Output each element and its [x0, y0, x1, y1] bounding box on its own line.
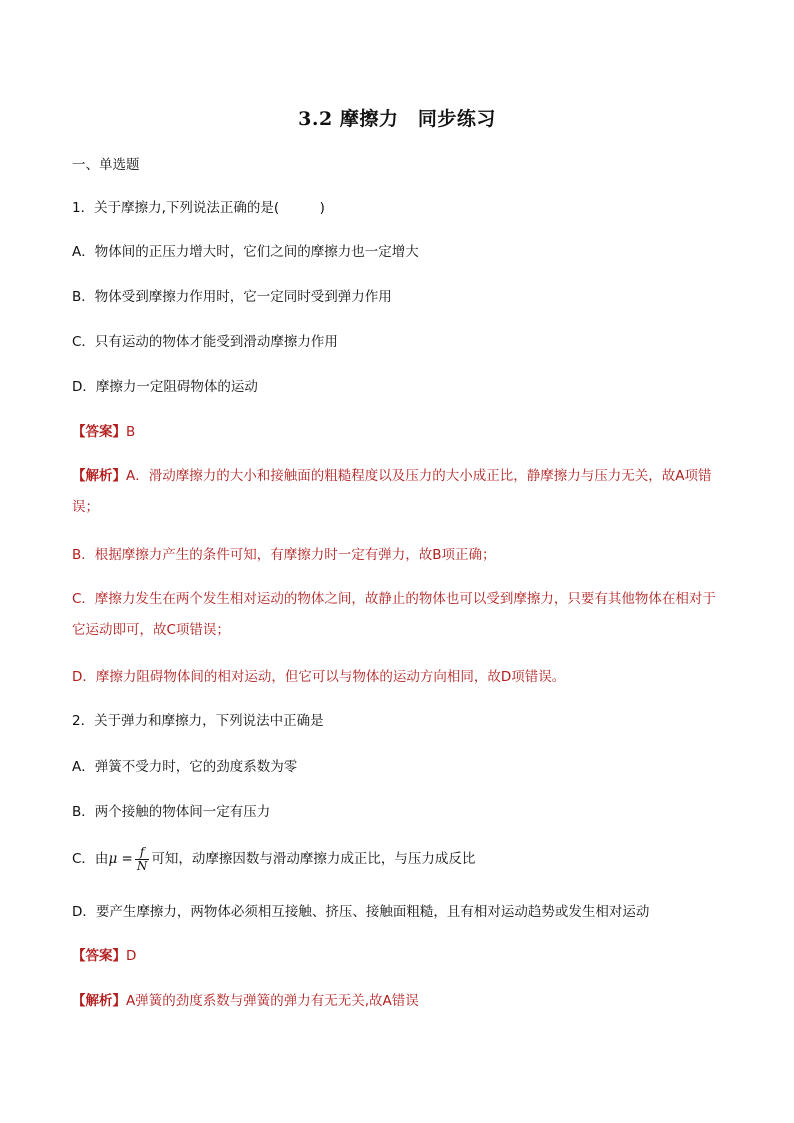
question-2-option-d: D．要产生摩擦力，两物体必须相互接触、挤压、接触面粗糙，且有相对运动趋势或发生相对运动 [72, 904, 650, 920]
question-1-option-c: C．只有运动的物体才能受到滑动摩擦力作用 [72, 334, 338, 350]
analysis-tag: 【解析】 [72, 993, 126, 1009]
fraction [135, 846, 150, 873]
option-c-suffix: 可知，动摩擦因数与滑动摩擦力成正比，与压力成反比 [151, 851, 476, 867]
question-2-option-b: B．两个接触的物体间一定有压力 [72, 804, 271, 820]
question-2-option-c [72, 845, 475, 873]
question-1-analysis-d: D．摩擦力阻碍物体间的相对运动，但它可以与物体的运动方向相同，故D项错误。 [72, 669, 566, 685]
analysis-text: A．滑动摩擦力的大小和接触面的粗糙程度以及压力的大小成正比，静摩擦力与压力无关，故A项错误； [72, 468, 712, 515]
question-1-option-d: D．摩擦力一定阻碍物体的运动 [72, 379, 258, 395]
analysis-text: A弹簧的劲度系数与弹簧的弹力有无无关,故A错误 [126, 993, 419, 1009]
question-1-answer [72, 422, 135, 442]
fraction-denominator: N [136, 858, 148, 873]
fraction-numerator: f [135, 846, 150, 860]
answer-tag: 【答案】 [72, 948, 126, 964]
question-2-answer [72, 946, 136, 966]
question-1-stem: 1．关于摩擦力,下列说法正确的是( ) [72, 200, 325, 216]
answer-value: B [126, 424, 136, 440]
answer-value: D [126, 948, 137, 964]
option-c-prefix: C．由 [72, 851, 109, 867]
question-2-option-a: A．弹簧不受力时，它的劲度系数为零 [72, 759, 298, 775]
question-1-analysis-c: C．摩擦力发生在两个发生相对运动的物体之间，故静止的物体也可以受到摩擦力，只要有其他物体在相对于它运动即可，故C项错误； [72, 591, 716, 638]
question-1-option-b: B．物体受到摩擦力作用时，它一定同时受到弹力作用 [72, 289, 392, 305]
question-2-stem: 2．关于弹力和摩擦力，下列说法中正确是 [72, 713, 324, 729]
analysis-tag: 【解析】 [72, 468, 126, 484]
section-heading: 一、单选题 [72, 157, 140, 173]
question-1-option-a: A．物体间的正压力增大时，它们之间的摩擦力也一定增大 [72, 244, 419, 260]
answer-tag: 【答案】 [72, 424, 126, 440]
question-1-analysis-b: B．根据摩擦力产生的条件可知，有摩擦力时一定有弹力，故B项正确； [72, 547, 496, 563]
mu-symbol: μ = [108, 851, 133, 867]
question-1-analysis-a [72, 461, 724, 523]
question-2-analysis-a [72, 991, 419, 1011]
page-title: 3.2 摩擦力 同步练习 [298, 108, 496, 130]
